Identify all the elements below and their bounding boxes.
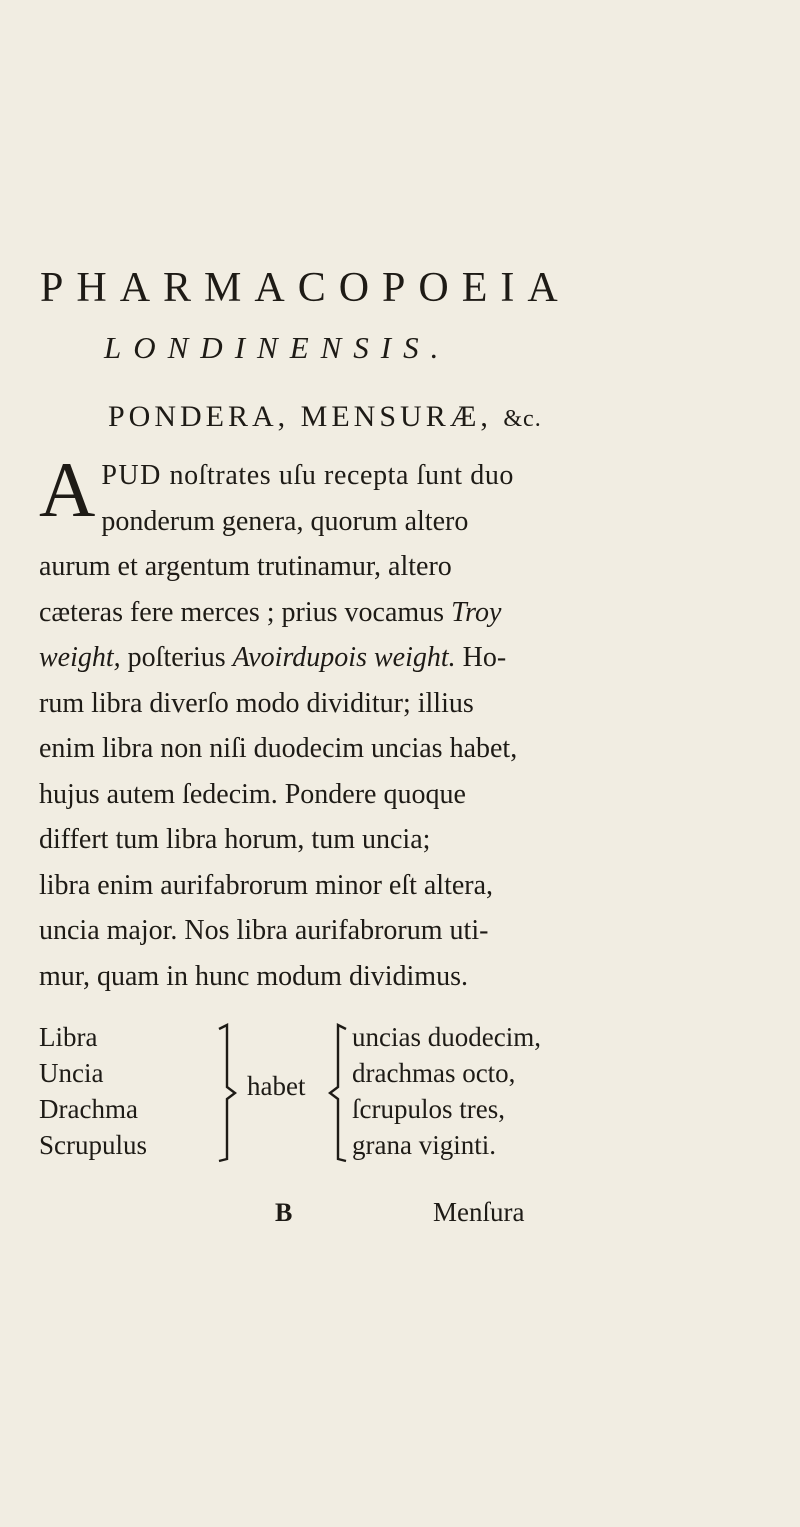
catchword: Menſura (433, 1197, 525, 1227)
unit-label: Libra (39, 1022, 98, 1052)
text-italic: Avoirdupois weight. (232, 642, 456, 673)
equivalent-value: drachmas octo, (352, 1058, 516, 1088)
text-line (39, 453, 599, 499)
equivalent-value: grana viginti. (352, 1130, 496, 1160)
text-line: differt tum libra horum, tum uncia; (39, 824, 431, 855)
unit-label: Uncia (39, 1058, 104, 1088)
text-italic: weight, (39, 642, 121, 673)
equivalent-value: ſcrupulos tres, (352, 1094, 505, 1124)
text-line: mur, quam in hunc modum dividimus. (39, 960, 468, 992)
verb-label: habet (247, 1071, 306, 1101)
text-line: libra enim aurifabrorum minor eſt altera, (39, 869, 494, 901)
text-segment: Ho- (462, 642, 507, 673)
unit-label: Drachma (39, 1094, 138, 1124)
section-heading-etc: &c. (503, 406, 542, 432)
text-smallcaps: PUD (101, 460, 162, 491)
text-line: uncia major. Nos libra aurifabrorum uti- (39, 915, 489, 946)
text-line: ponderum genera, quorum altero (101, 505, 469, 537)
body-paragraph (39, 446, 599, 999)
text-line: enim libra non niſi duodecim uncias habet, (39, 733, 518, 764)
page-title: PHARMACOPOEIA (40, 265, 571, 311)
right-brace (326, 1023, 350, 1163)
text-segment: poſterius (127, 642, 226, 673)
text-line: rum libra diverſo modo dividitur; illius (39, 687, 474, 719)
text-italic: Troy (451, 596, 502, 628)
equivalent-value: uncias duodecim, (352, 1022, 541, 1052)
unit-label: Scrupulus (39, 1130, 147, 1160)
drop-cap: A (39, 446, 96, 533)
text-line (39, 635, 599, 681)
text-segment: noſtrates uſu recepta ſunt duo (169, 460, 515, 491)
section-heading-text: PONDERA, MENSURÆ, (108, 400, 492, 433)
text-line: aurum et argentum trutinamur, altero (39, 551, 452, 582)
page-subtitle: LONDINENSIS. (104, 330, 451, 365)
units-column (39, 1019, 147, 1163)
text-segment: cæteras fere merces ; prius vocamus (39, 596, 445, 628)
signature-mark: B (275, 1198, 293, 1227)
text-line: hujus autem ſedecim. Pondere quoque (39, 778, 466, 810)
left-brace (215, 1023, 239, 1163)
weights-table (39, 1019, 599, 1179)
section-heading (108, 400, 542, 434)
equivalents-column (352, 1019, 541, 1163)
text-line (39, 590, 599, 636)
